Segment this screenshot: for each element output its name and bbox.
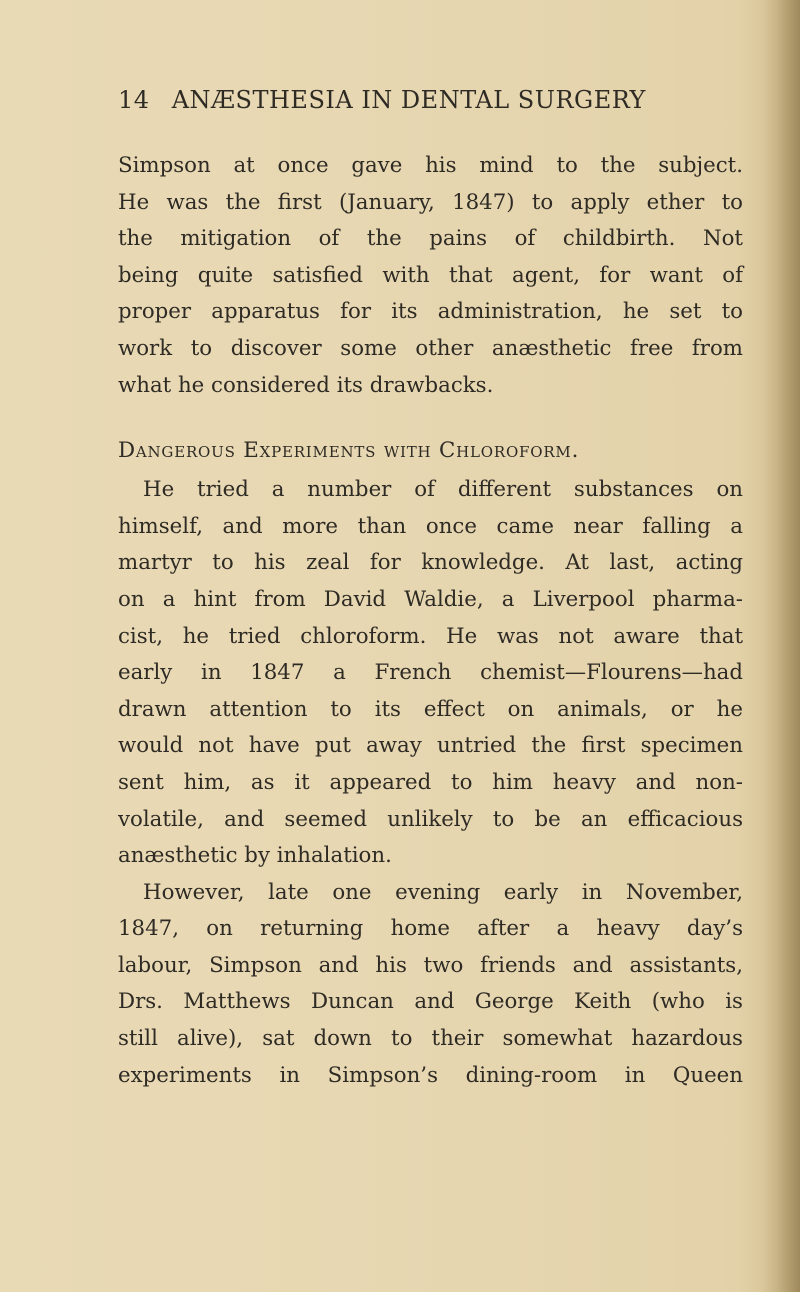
text-line: would not have put away untried the first specimen xyxy=(118,733,743,759)
text-line: work to discover some other anæsthetic free from xyxy=(118,335,743,361)
text-line: what he considered its drawbacks. xyxy=(118,372,494,398)
text-line: himself, and more than once came near falling a xyxy=(118,513,743,539)
section-heading: Dangerous Experiments with Chloroform. xyxy=(118,438,580,464)
text-line: experiments in Simpson’s dining-room in Queen xyxy=(118,1062,743,1088)
text-line: However, late one evening early in November, xyxy=(143,879,743,905)
running-title: ANÆSTHESIA IN DENTAL SURGERY xyxy=(171,86,646,114)
text-line: still alive), sat down to their somewhat hazardous xyxy=(118,1026,743,1052)
text-line: the mitigation of the pains of childbirth. Not xyxy=(118,226,743,252)
spacer xyxy=(118,404,743,430)
text-line: cist, he tried chloroform. He was not aware that xyxy=(118,623,743,649)
text-line: early in 1847 a French chemist—Flourens—had xyxy=(118,660,743,686)
page-edge-shadow xyxy=(762,0,800,1292)
text-line: drawn attention to its effect on animals, or he xyxy=(118,696,743,722)
text-line: Drs. Matthews Duncan and George Keith (who is xyxy=(118,989,743,1015)
page-number: 14 xyxy=(118,86,150,114)
text-line: anæsthetic by inhalation. xyxy=(118,843,392,869)
text-line: He was the first (January, 1847) to apply ether to xyxy=(118,189,743,215)
text-line: sent him, as it appeared to him heavy and non- xyxy=(118,769,743,795)
text-line: martyr to his zeal for knowledge. At last, acting xyxy=(118,550,743,576)
text-line: Simpson at once gave his mind to the subject. xyxy=(118,153,743,178)
page-body xyxy=(118,148,743,1094)
text-line: He tried a number of different substances on xyxy=(143,477,743,503)
text-line: proper apparatus for its administration, he set to xyxy=(118,299,743,325)
text-line: being quite satisfied with that agent, for want of xyxy=(118,262,743,288)
text-line: labour, Simpson and his two friends and assistants, xyxy=(118,952,743,978)
text-line: on a hint from David Waldie, a Liverpool pharma- xyxy=(118,586,743,612)
running-header xyxy=(118,86,758,114)
text-line: volatile, and seemed unlikely to be an efficacious xyxy=(118,806,743,832)
text-line: 1847, on returning home after a heavy day’s xyxy=(118,916,743,942)
